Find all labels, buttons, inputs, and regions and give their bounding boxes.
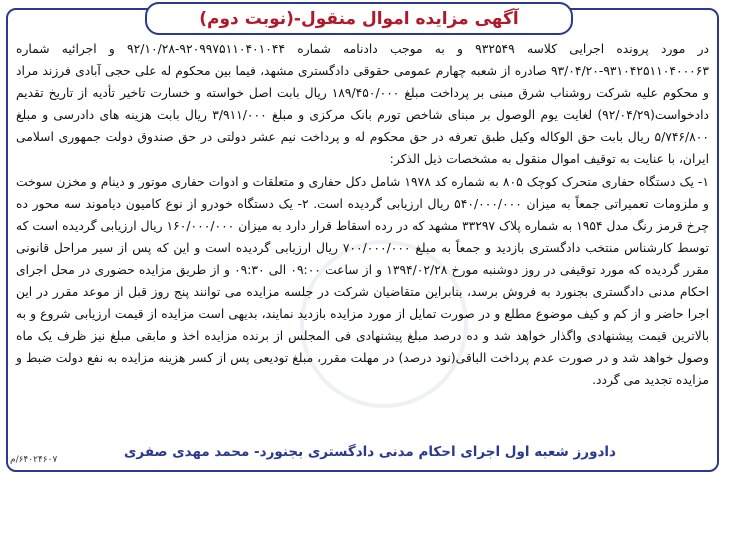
- notice-paragraph-items: ۱- یک دستگاه حفاری متحرک کوچک ۸۰۵ به شماره کد ۱۹۷۸ شامل دکل حفاری و متعلقات و ادوات حفاری موتور و دینام و مخزن سوخت و ملزومات تعمیراتی جمعاً به میزان ۵۴۰/۰۰۰/۰۰۰ ریال ارزیابی گردیده است. ۲- یک دستگاه خودرو از نوع کامیون دیاموند سه محور ده چرخ قرمز رنگ مدل ۱۹۵۴ به شماره پلاک ۳۳۲۹۷ مشهد که در رده اسقاط قرار دارد به میزان ۱۶۰/۰۰۰/۰۰۰ ریال ارزیابی گردیده است که توسط کارشناس منتخب دادگستری بازدید و جمعاً به مبلغ ۷۰۰/۰۰۰/۰۰۰ ریال ارزیابی گردیده است و این که پس از سیر مراحل قانونی مقرر گردیده که مورد توقیفی در روز دوشنبه مورخ ۱۳۹۴/۰۲/۲۸ و از ساعت ۰۹:۰۰ الی ۰۹:۳۰ و از طریق مزایده حضوری در محل اجرای احکام مدنی دادگستری بجنورد به فروش برسد، بنابراین متقاضیان شرکت در جلسه مزایده می توانند پنج روز قبل از موعد مقرر در این اجرا حاضر و از کم و کیف موضوع مطلع و در صورت تمایل از مورد مزایده بازدید نمایند، بدیهی است مزایده از قیمت ارزیابی شروع و به بالاترین قیمت پیشنهادی واگذار خواهد شد و ده درصد مبلغ پیشنهادی فی المجلس از برنده مزایده اخذ و مابقی مبلغ نیز ظرف یک ماه وصول خواهد شد و در صورت عدم پرداخت الباقی(نود درصد) در مهلت مقرر، مبلغ تودیعی پس از کسر هزینه مزایده به نفع دولت ضبط و مزایده تجدید می گردد.: [16, 174, 710, 388]
- notice-title: آگهی مزایده اموال منقول-(نوبت دوم): [199, 8, 519, 29]
- notice-title-box: [145, 2, 573, 35]
- notice-paragraph-case: در مورد پرونده اجرایی کلاسه ۹۳۲۵۴۹ و به موجب دادنامه شماره ۹۲۰۹۹۷۵۱۱۰۴۰۱۰۴۴-۹۲/۱۰/۲۸ و اجرائیه شماره ۹۳۱۰۴۲۵۱۱۰۴۰۰۰۶۳-۹۳/۰۴/۲۰ صادره از شعبه چهارم عمومی حقوقی دادگستری مشهد، فیما بین محکوم له علی حجی آبادی فرزند مراد و محکوم علیه شرکت روشناب شرق مبنی بر پرداخت مبلغ ۱۸۹/۴۵۰/۰۰۰ ریال بابت اصل خواسته و خسارت تاخیر تأدیه از تاریخ تقدیم دادخواست(۹۲/۰۴/۲۹) لغایت یوم الوصول بر مبنای شاخص تورم بانک مرکزی و مبلغ ۳/۹۱۱/۰۰۰ ریال بابت هزینه های دادرسی و مبلغ ۵/۷۴۶/۸۰۰ ریال بابت حق الوکاله وکیل طبق تعرفه در حق محکوم له و پرداخت نیم عشر دولتی در حق صندوق دولت جمهوری اسلامی ایران، با عنایت به توقیف اموال منقول به مشخصات ذیل الذکر:: [16, 42, 709, 167]
- notice-signature: دادورز شعبه اول اجرای احکام مدنی دادگستری بجنورد- محمد مهدی صفری: [124, 444, 616, 460]
- notice-code: ۶۴۰۲۴۶۰۷/م: [10, 455, 58, 465]
- notice-body: [16, 38, 709, 392]
